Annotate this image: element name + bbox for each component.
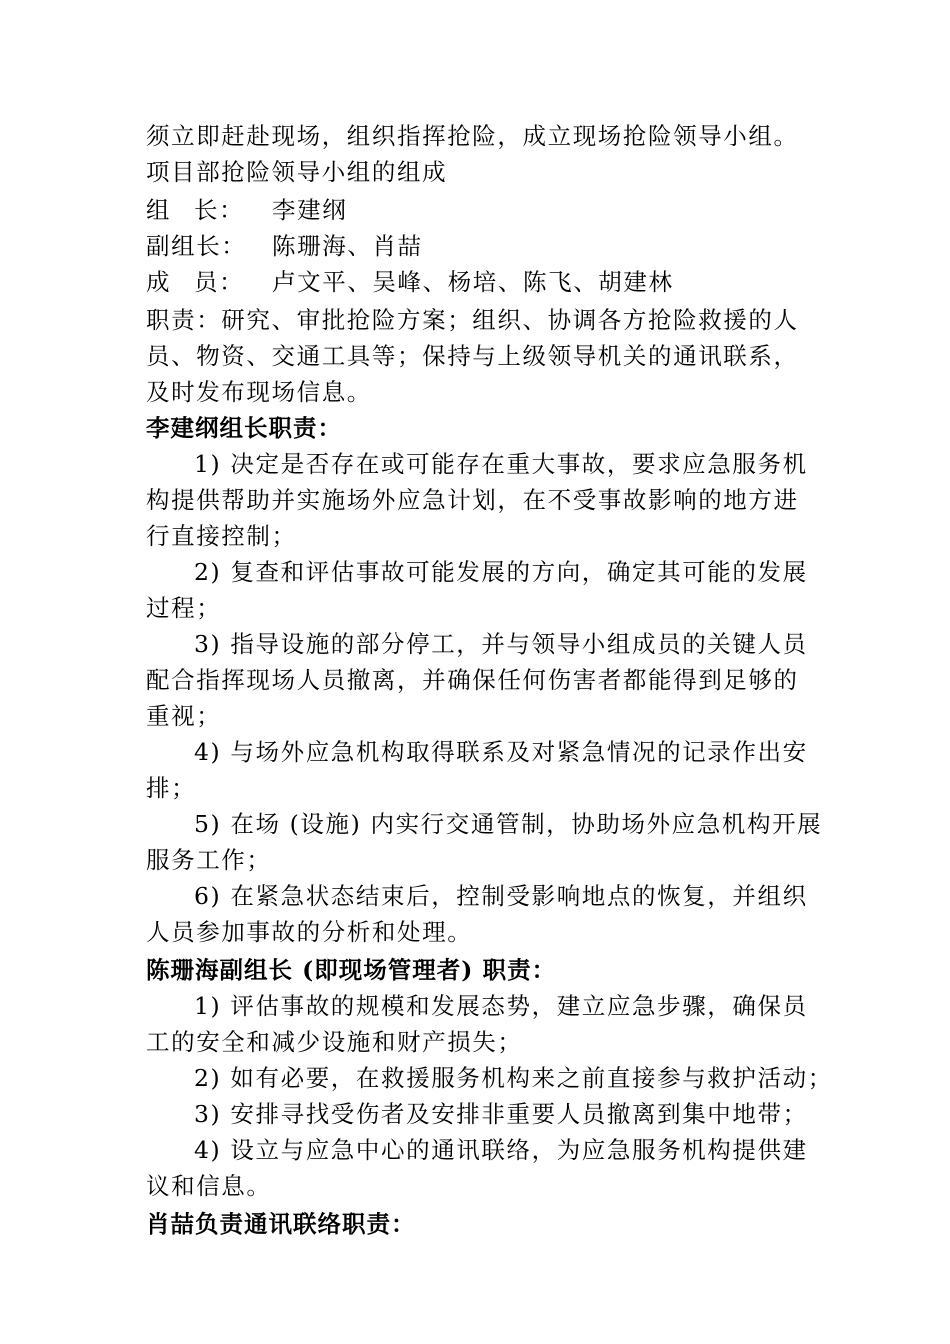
deputy-duty-item: 3) 安排寻找受伤者及安排非重要人员撤离到集中地带； [194, 1100, 808, 1128]
leader-duty-item: 5) 在场 (设施) 内实行交通管制，协助场外应急机构开展 [194, 810, 823, 838]
deputy-duty-item: 2) 如有必要，在救援服务机构来之前直接参与救护活动； [194, 1064, 833, 1092]
team-members-row [146, 264, 836, 300]
leader-duty-item: 重视； [146, 702, 222, 730]
leader-section-title: 李建纲组长职责： [146, 414, 342, 442]
comms-section-title: 肖喆负责通讯联络职责： [146, 1210, 416, 1238]
leader-duty-item: 6) 在紧急状态结束后，控制受影响地点的恢复，并组织 [194, 882, 808, 910]
team-leader-row [146, 192, 836, 228]
leader-duty-item: 人员参加事故的分析和处理。 [146, 918, 473, 946]
leader-duty-item: 服务工作； [146, 846, 272, 874]
member-names: 卢文平、吴峰、杨培、陈飞、胡建林 [272, 268, 674, 296]
leader-label: 组 长： [146, 196, 245, 224]
leader-duty-item: 过程； [146, 594, 222, 622]
duty-line: 及时发布现场信息。 [146, 378, 372, 406]
leader-duty-item: 2) 复查和评估事故可能发展的方向，确定其可能的发展 [194, 558, 808, 586]
leader-duty-item: 构提供帮助并实施场外应急计划，在不受事故影响的地方进 [146, 486, 799, 514]
deputy-duty-item: 议和信息。 [146, 1172, 272, 1200]
leader-duty-item: 1) 决定是否存在或可能存在重大事故，要求应急服务机 [194, 450, 808, 478]
duty-line: 职责：研究、审批抢险方案；组织、协调各方抢险救援的人 [146, 306, 799, 334]
team-deputy-row [146, 228, 836, 264]
duty-line: 员、物资、交通工具等；保持与上级领导机关的通讯联系， [146, 342, 799, 370]
intro-line: 须立即赶赴现场，组织指挥抢险，成立现场抢险领导小组。 [146, 122, 799, 150]
deputy-duty-item: 工的安全和减少设施和财产损失； [146, 1028, 523, 1056]
leader-duty-item: 4) 与场外应急机构取得联系及对紧急情况的记录作出安 [194, 738, 808, 766]
leader-name: 李建纲 [272, 196, 348, 224]
team-heading: 项目部抢险领导小组的组成 [146, 158, 448, 186]
deputy-duty-item: 1) 评估事故的规模和发展态势，建立应急步骤，确保员 [194, 992, 808, 1020]
deputy-names: 陈珊海、肖喆 [272, 232, 423, 260]
deputy-duty-item: 4) 设立与应急中心的通讯联络，为应急服务机构提供建 [194, 1136, 808, 1164]
leader-duty-item: 3) 指导设施的部分停工，并与领导小组成员的关键人员 [194, 630, 808, 658]
members-label: 成 员： [146, 268, 245, 296]
deputy-section-title: 陈珊海副组长 (即现场管理者) 职责： [146, 956, 557, 984]
deputy-label: 副组长： [146, 232, 247, 260]
leader-duty-item: 行直接控制； [146, 522, 297, 550]
leader-duty-item: 配合指挥现场人员撤离，并确保任何伤害者都能得到足够的 [146, 666, 799, 694]
leader-duty-item: 排； [146, 774, 197, 802]
